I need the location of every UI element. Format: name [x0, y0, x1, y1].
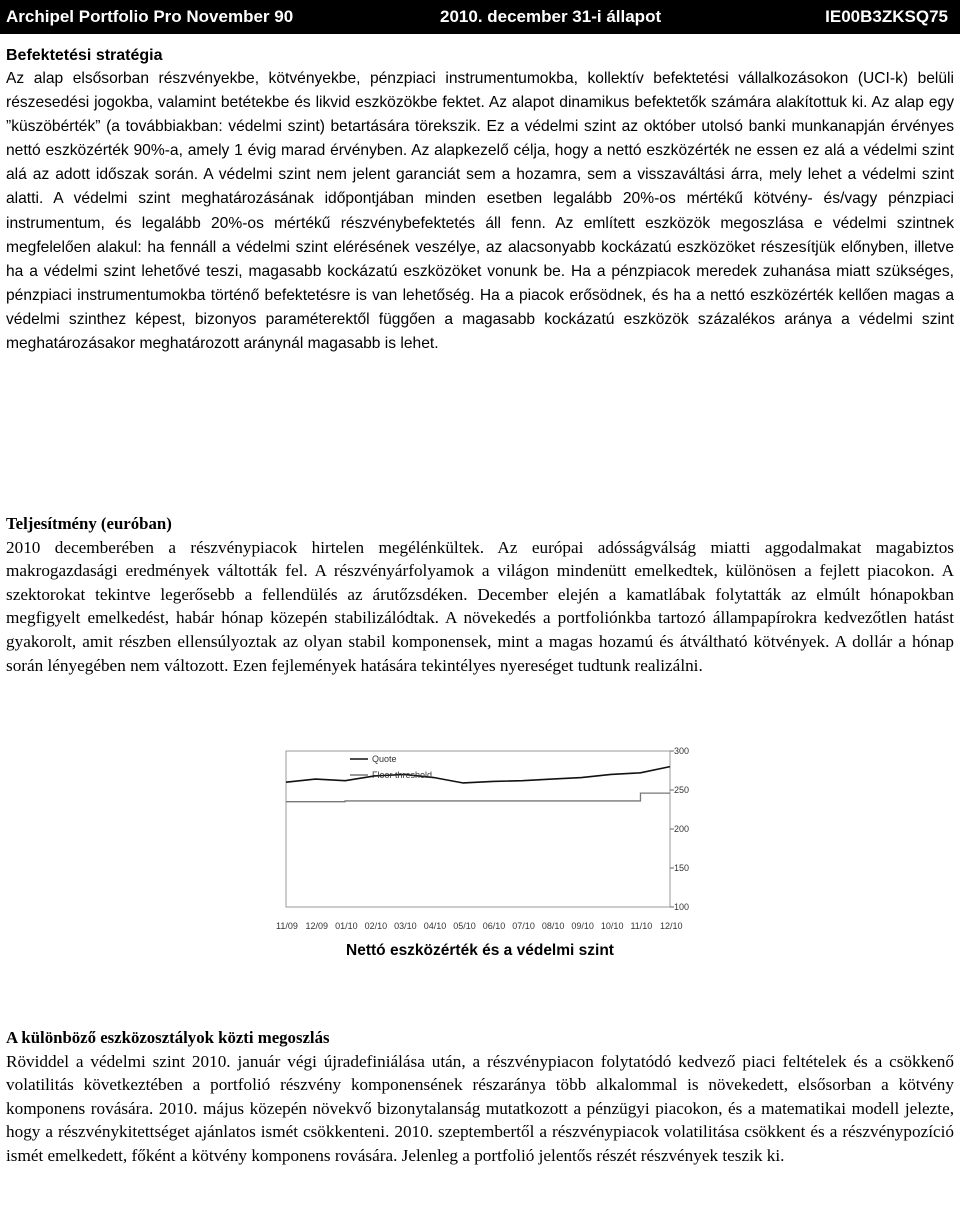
y-tick-label: 200 — [674, 824, 690, 834]
performance-section — [6, 512, 954, 677]
y-tick-label: 100 — [674, 902, 690, 912]
strategy-heading: Befektetési stratégia — [6, 47, 163, 64]
allocation-section — [6, 1026, 954, 1168]
performance-body: 2010 decemberében a részvénypiacok hirtelen megélénkültek. Az európai adósságválság miatti aggodalmakat magabiztos makrogazdasági eredmények váltották fel. A részvényárfolyamok a világon mindenütt emelkedtek, különösen a fejlett piacokon. A szektorokat tekintve legerősebb a fellendülés az árutőzsdéken. December elején a kamatlábak folytatták az elmúlt hónapokban megfigyelt emelkedést, habár hónap közepén stabilizálódtak. A növekedés a portfoliónkba tartozó állampapírokra kedvezőtlen hatást gyakorolt, amit részben ellensúlyoztak az olyan stabil komponensek, mint a magas hozamú és átváltható kötvények. A dollár a hónap során lényegében nem változott. Ezen fejlemények hatására tekintélyes nyereséget tudtunk realizálni. — [6, 537, 954, 675]
series-line-floor-threshold — [286, 793, 670, 802]
x-tick-label: 11/09 — [276, 921, 298, 931]
x-tick-label: 08/10 — [541, 921, 565, 931]
allocation-heading: A különböző eszközosztályok közti megoszlás — [6, 1028, 330, 1047]
x-tick-label: 05/10 — [453, 921, 476, 931]
isin-code: IE00B3ZKSQ75 — [825, 7, 948, 26]
x-tick-label: 11/10 — [630, 921, 653, 931]
y-tick-label: 300 — [674, 746, 690, 756]
performance-heading: Teljesítmény (euróban) — [6, 514, 172, 533]
y-tick-label: 150 — [674, 863, 690, 873]
nav-chart — [276, 745, 690, 965]
x-tick-label: 12/09 — [305, 921, 329, 931]
y-tick-label: 250 — [674, 785, 690, 795]
legend-label: Quote — [372, 754, 397, 764]
strategy-section — [6, 44, 954, 356]
x-tick-label: 09/10 — [571, 921, 594, 931]
strategy-body: Az alap elsősorban részvényekbe, kötvényekbe, pénzpiaci instrumentumokba, kollektív befektetési vállalkozásokon (UCI-k) belüli részesedési jogokba, valamint betétekbe és likvid eszközökbe fektet. Az alapot dinamikus befektetők számára alakítottuk ki. Az alap egy ”küszöbérték” (a továbbiakban: védelmi szint) betartására törekszik. Ez a védelmi szint az október utolsó banki munkanapján érvényes nettó eszközérték 90%-a, amely 1 évig marad érvényben. Az alapkezelő célja, hogy a nettó eszközérték ne essen ez alá a védelmi szint alá az adott időszak során. A védelmi szint nem jelent garanciát sem a hozamra, sem a visszaváltási árra, mely lehet a védelmi szint alatti. A védelmi szint meghatározásának időpontjában minden esetben legalább 20%-os mértékű kötvény- és/vagy pénzpiaci instrumentum, és legalább 20%-os mértékű részvénybefektetés áll fenn. Az említett eszközök megoszlása e védelmi szintnek megfelelően alakul: ha fennáll a védelmi szint elérésének veszélye, az alacsonyabb kockázatú eszközöket részesítjük előnyben, illetve ha a védelmi szint lehetővé teszi, magasabb kockázatú eszközöket vonunk be. Ha a pénzpiacok meredek zuhanása miatt szükséges, pénzpiaci instrumentumokba történő befektetésre is van lehetőség. Ha a piacok erősödnek, és ha a nettó eszközérték kellően magas a védelmi szinthez képest, bizonyos paraméterektől függően a magasabb kockázatú eszközök százalékos aránya a védelmi szint meghatározásakor meghatározott aránynál magasabb is lehet. — [6, 70, 954, 353]
series-line-quote — [286, 767, 670, 783]
x-tick-label: 12/10 — [660, 921, 683, 931]
x-tick-label: 04/10 — [423, 921, 447, 931]
header-bar — [0, 0, 960, 34]
x-tick-label: 10/10 — [600, 921, 624, 931]
allocation-body: Röviddel a védelmi szint 2010. január végi újradefiniálása után, a részvénypiacon folytatódó kedvező piaci feltételek és a csökkenő volatilitás következtében a portfolió részvény komponensének részaránya több alkalommal is növekedett, elsősorban a kötvény komponens rovására. 2010. május közepén növekvő bizonytalanság mutatkozott a pénzügyi piacokon, és a matematikai modell jelezte, hogy a részvénykitettséget ajánlatos ismét csökkenteni. 2010. szeptembertől a részvénypiacok volatilitása csökkent és a részvénypozíció ismét emelkedett, főként a kötvény komponens rovására. Jelenleg a portfolió jelentős részét részvények teszik ki. — [6, 1051, 954, 1165]
nav-chart-svg — [276, 745, 690, 945]
fund-name: Archipel Portfolio Pro November 90 — [6, 7, 294, 26]
chart-caption: Nettó eszközérték és a védelmi szint — [346, 942, 614, 959]
x-tick-label: 02/10 — [364, 921, 388, 931]
x-tick-label: 01/10 — [335, 921, 358, 931]
x-tick-label: 06/10 — [482, 921, 506, 931]
legend-label: Floor threshold — [372, 770, 433, 780]
x-tick-label: 07/10 — [512, 921, 535, 931]
report-date: 2010. december 31-i állapot — [440, 7, 662, 26]
x-tick-label: 03/10 — [394, 921, 417, 931]
